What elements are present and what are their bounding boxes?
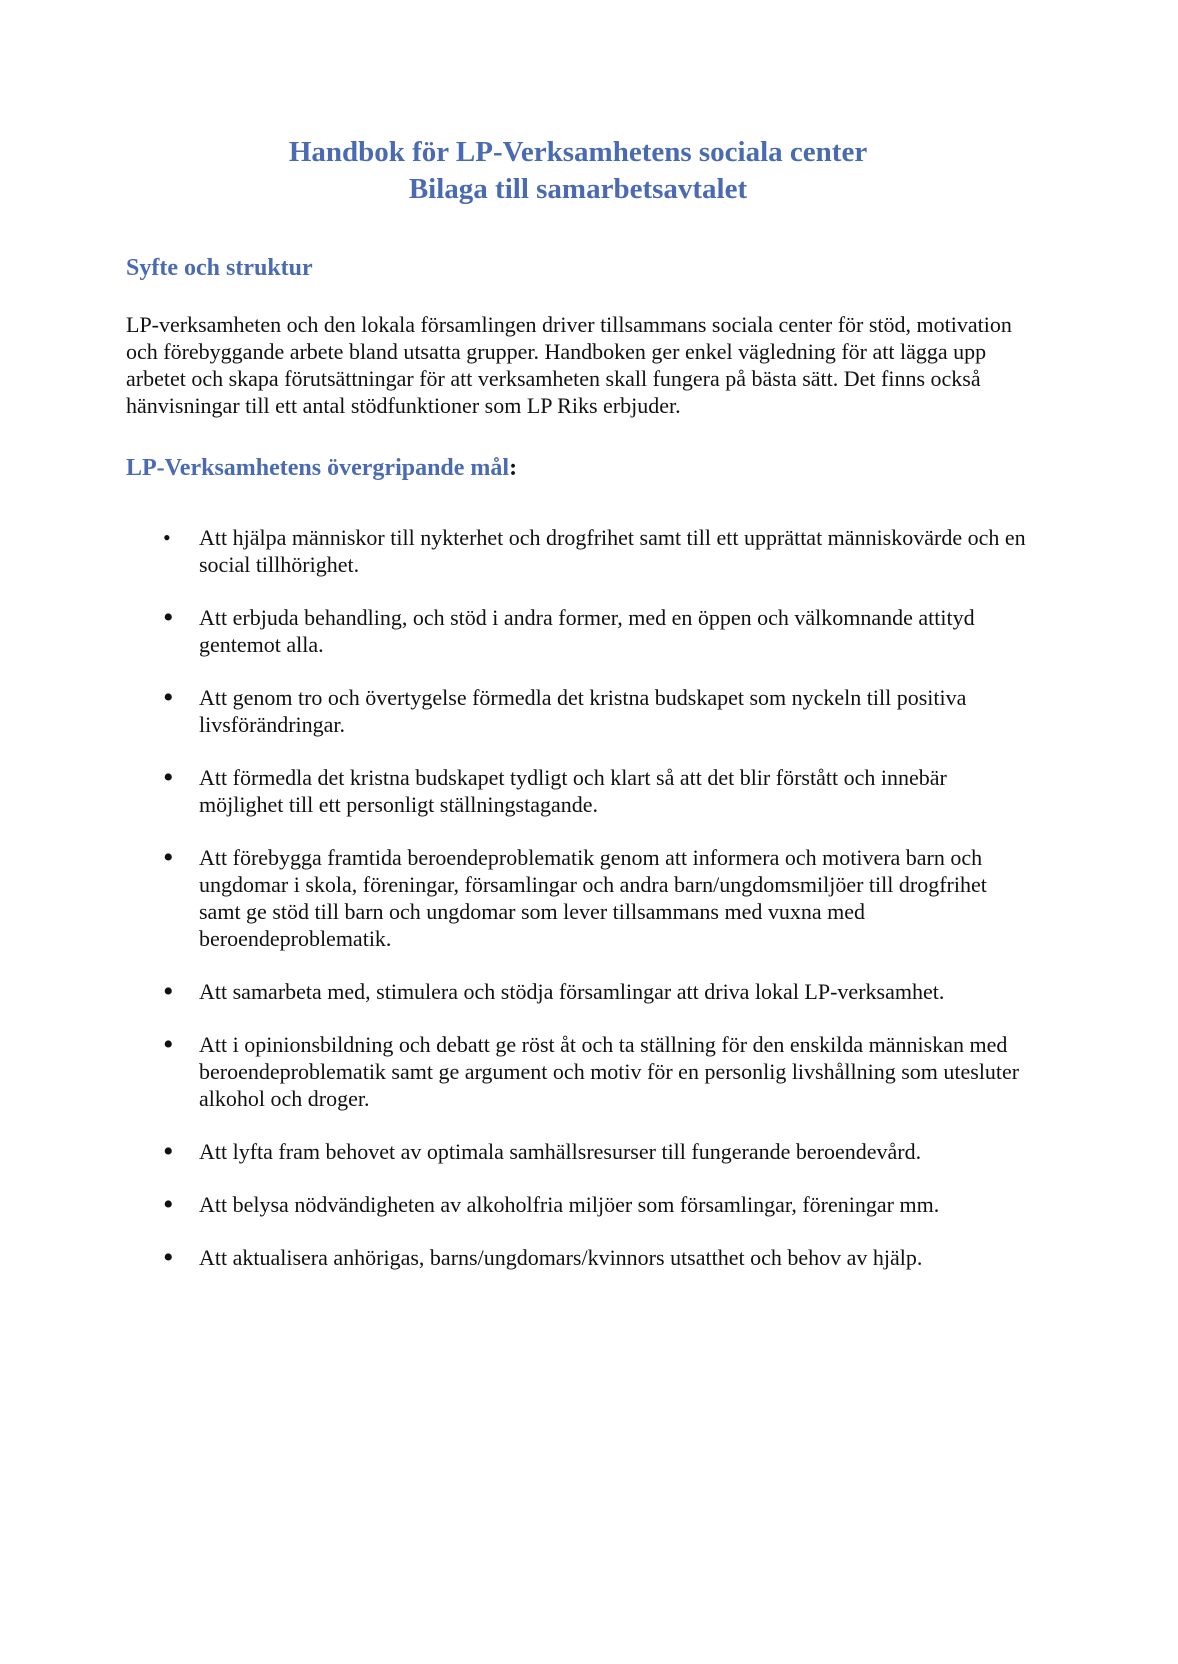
document-title-line1: Handbok för LP-Verksamhetens sociala center xyxy=(288,136,868,168)
goal-text: Att erbjuda behandling, och stöd i andra former, med en öppen och välkomnande attityd gentemot alla. xyxy=(199,605,975,657)
bullet-icon: • xyxy=(163,975,174,1008)
bullet-icon: • xyxy=(163,1135,174,1168)
document-title xyxy=(126,134,1030,208)
list-item xyxy=(126,1135,1030,1168)
bullet-icon: • xyxy=(163,1028,174,1061)
goal-text: Att aktualisera anhörigas, barns/ungdomars/kvinnors utsatthet och behov av hjälp. xyxy=(199,1245,923,1270)
goal-text: Att samarbeta med, stimulera och stödja församlingar att driva lokal LP-verksamhet. xyxy=(199,979,945,1004)
goal-text: Att belysa nödvändigheten av alkoholfria miljöer som församlingar, föreningar mm. xyxy=(199,1192,940,1217)
list-item xyxy=(126,1241,1030,1274)
bullet-icon: • xyxy=(163,601,174,634)
goals-list xyxy=(126,524,1030,1274)
list-item xyxy=(126,761,1030,818)
bullet-icon: • xyxy=(163,761,174,794)
list-item xyxy=(126,841,1030,952)
bullet-icon: • xyxy=(163,681,174,714)
section-heading-overgripande-mal-text: LP-Verksamhetens övergripande mål xyxy=(126,455,510,481)
goal-text: Att förebygga framtida beroendeproblematik genom att informera och motivera barn och ungdomar i skola, föreningar, församlingar och andra barn/ungdomsmiljöer till drogfrihet samt ge stöd till barn och ungdomar som lever tillsammans med vuxna med beroendeproblematik. xyxy=(199,845,987,951)
syfte-paragraph: LP-verksamheten och den lokala församlingen driver tillsammans sociala center för stöd, motivation och förebyggande arbete bland utsatta grupper. Handboken ger enkel vägledning för att lägga upp arbetet och skapa förutsättningar för att verksamheten skall fungera på bästa sätt. Det finns också hänvisningar till ett antal stödfunktioner som LP Riks erbjuder. xyxy=(126,312,1012,418)
list-item xyxy=(126,1188,1030,1221)
section-heading-syfte-och-struktur: Syfte och struktur xyxy=(126,255,313,281)
bullet-icon: • xyxy=(163,1241,174,1274)
list-item xyxy=(126,975,1030,1008)
goal-text: Att hjälpa människor till nykterhet och drogfrihet samt till ett upprättat människovärde och en social tillhörighet. xyxy=(199,525,1026,577)
section-heading-overgripande-mal xyxy=(126,454,1030,482)
goal-text: Att genom tro och övertygelse förmedla det kristna budskapet som nyckeln till positiva livsförändringar. xyxy=(199,685,967,737)
list-item xyxy=(126,1028,1030,1112)
goal-text: Att förmedla det kristna budskapet tydligt och klart så att det blir förstått och innebär möjlighet till ett personligt ställningstagande. xyxy=(199,765,947,817)
section-heading-colon: : xyxy=(509,455,518,481)
list-item xyxy=(126,524,1030,578)
list-item xyxy=(126,601,1030,658)
document-title-line2: Bilaga till samarbetsavtalet xyxy=(408,173,748,205)
list-item xyxy=(126,681,1030,738)
bullet-icon: • xyxy=(163,525,171,550)
goal-text: Att i opinionsbildning och debatt ge röst åt och ta ställning för den enskilda människan med beroendeproblematik samt ge argument och motiv för en personlig livshållning som utesluter alkohol och droger. xyxy=(199,1032,1020,1111)
bullet-icon: • xyxy=(163,1188,174,1221)
bullet-icon: • xyxy=(163,841,174,874)
goal-text: Att lyfta fram behovet av optimala samhällsresurser till fungerande beroendevård. xyxy=(199,1139,922,1164)
